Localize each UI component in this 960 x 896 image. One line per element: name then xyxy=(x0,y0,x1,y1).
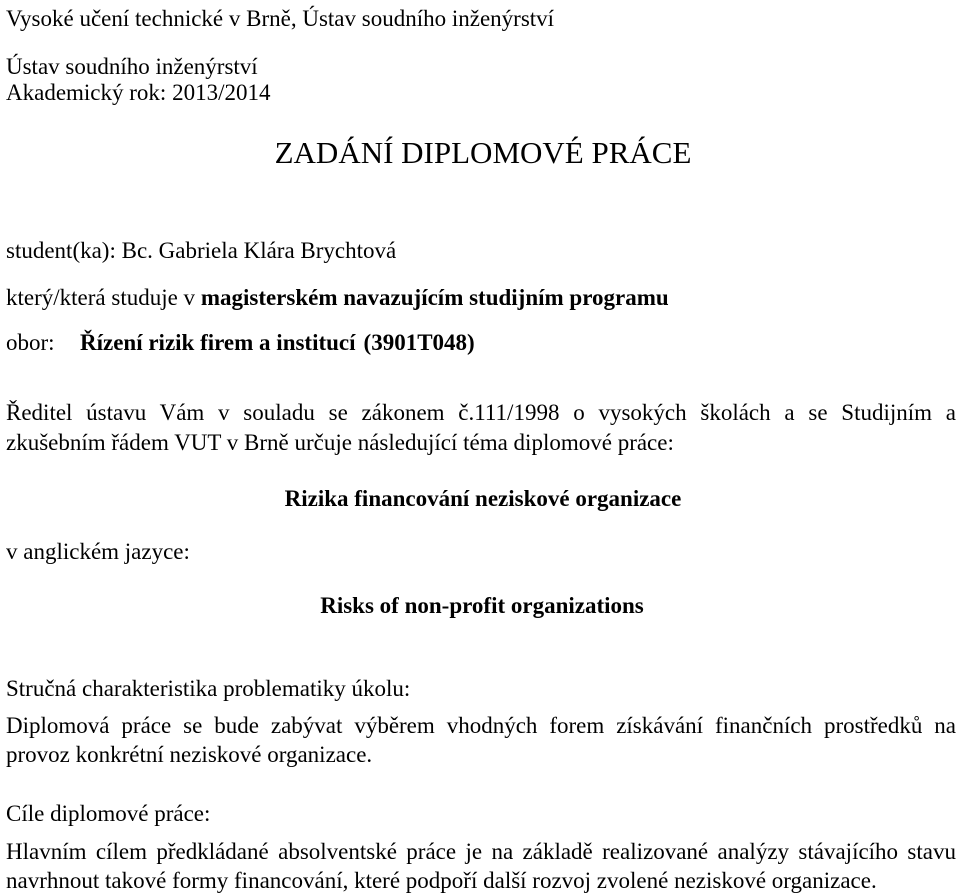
characteristics-line-1: Diplomová práce se bude zabývat výběrem vhodných forem získávání finančních prostředků na xyxy=(6,713,956,738)
goals-heading: Cíle diplomové práce: xyxy=(6,801,211,826)
document-title-text: ZADÁNÍ DIPLOMOVÉ PRÁCE xyxy=(274,135,692,170)
program-prefix: který/která studuje v xyxy=(6,285,201,310)
goals-line-1: Hlavním cílem předkládané absolventské práce je na základě realizované analýzy stávajícího stavu xyxy=(6,839,956,864)
university-name: Vysoké učení technické v Brně, Ústav soudního inženýrství xyxy=(6,6,555,31)
goals-line-2: navrhnout takové formy financování, které podpoří další rozvoj zvolené neziskové organizace. xyxy=(6,868,877,893)
characteristics-heading: Stručná charakteristika problematiky úkolu: xyxy=(6,676,411,701)
field-value xyxy=(80,328,475,358)
topic-english: Risks of non-profit organizations xyxy=(320,593,644,618)
student-line: student(ka): Bc. Gabriela Klára Brychtová xyxy=(6,238,397,263)
institute-name: Ústav soudního inženýrství xyxy=(6,54,258,79)
field-label: obor: xyxy=(6,330,55,355)
directive-line-2: zkušebním řádem VUT v Brně určuje následující téma diplomové práce: xyxy=(6,430,674,455)
directive-line-1: Ředitel ústavu Vám v souladu se zákonem č.111/1998 o vysokých školách a se Studijním a xyxy=(6,400,956,425)
topic-czech: Rizika financování neziskové organizace xyxy=(284,486,682,511)
program-line xyxy=(6,283,669,313)
characteristics-line-2: provoz konkrétní neziskové organizace. xyxy=(6,742,373,767)
field-name: Řízení rizik firem a institucí xyxy=(80,330,356,355)
field-code: (3901T048) xyxy=(363,330,475,355)
program-name: magisterském navazujícím studijním programu xyxy=(200,285,669,310)
english-label: v anglickém jazyce: xyxy=(6,539,190,564)
academic-year: Akademický rok: 2013/2014 xyxy=(6,80,271,105)
document-title xyxy=(0,135,960,170)
